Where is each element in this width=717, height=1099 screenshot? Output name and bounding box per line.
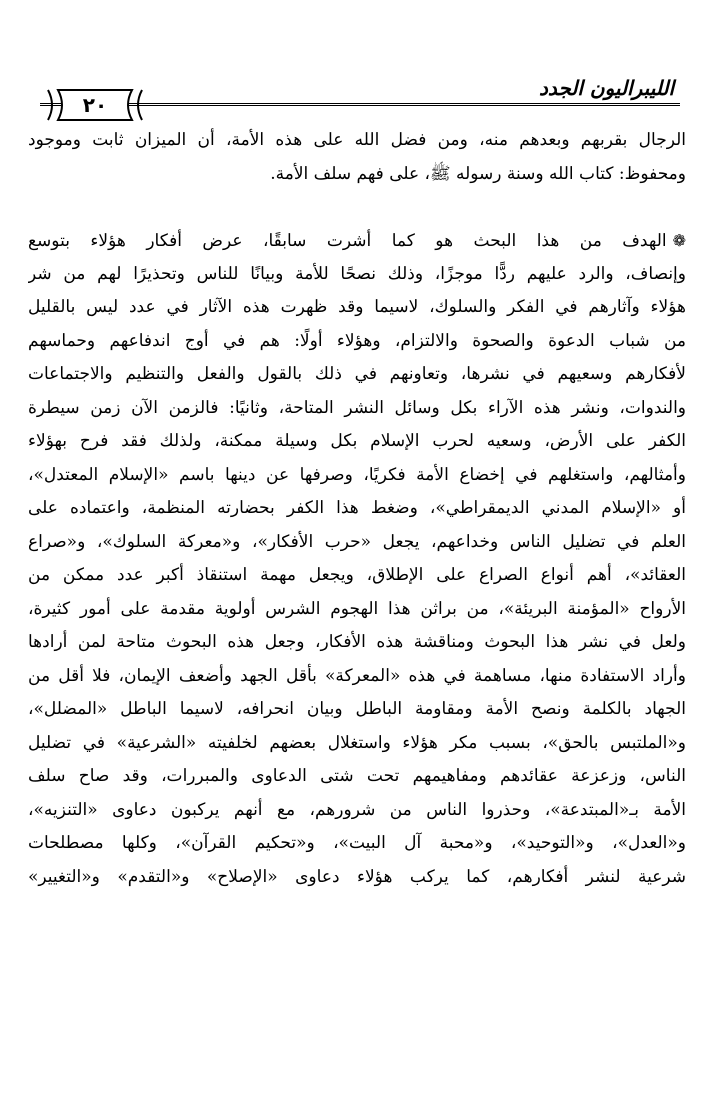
text-line: ولعل في نشر هذا البحوث ومناقشة هذه الأفكار، وجعل هذه البحوث متاحة لمن أرادها — [28, 632, 686, 652]
text-line: ومحفوظ: كتاب الله وسنة رسوله ﷺ، على فهم سلف الأمة. — [270, 163, 686, 184]
text-line: وإنصاف، والرد عليهم ردًّا موجزًا، وذلك نصحًا للأمة وبيانًا للناس وتحذيرًا لهم من شر — [28, 263, 686, 284]
text-line: العقائد»، أهم أنواع الصراع على الإطلاق، ويجعل مهمة استنقاذ أكبر عدد ممكن من — [28, 565, 686, 585]
text-line: و«العدل»، و«التوحيد»، و«محبة آل البيت»، و«تحكيم القرآن»، وكلها مصطلحات — [28, 833, 686, 853]
text-line: العلم في تضليل الناس وخداعهم، يجعل «حرب الأفكار»، و«معركة السلوك»، و«صراع — [28, 531, 686, 552]
text-line: هؤلاء وآثارهم في الفكر والسلوك، لاسيما وقد ظهرت هذه الآثار في عدد ليس بالقليل — [28, 297, 686, 317]
text-line — [28, 224, 686, 258]
text-line: من شباب الدعوة والصحوة والالتزام، وهؤلاء أولًا: هم في أوج اندفاعهم وحماسهم — [28, 330, 686, 351]
flower-bullet-icon: ❁ — [672, 231, 686, 250]
text-line-content: الهدف من هذا البحث هو كما أشرت سابقًا، عرض أفكار هؤلاء بتوسع — [28, 231, 667, 251]
text-line: الأمة بـ«المبتدعة»، وحذروا الناس من شرورهم، مع أنهم يركبون دعاوى «التنزيه»، — [28, 799, 686, 820]
text-line: والندوات، ونشر هذه الآراء بكل وسائل النشر المتاحة، وثانيًا: فالزمن الآن زمن سيطرة — [28, 397, 686, 418]
running-title: الليبراليون الجدد — [538, 76, 674, 100]
text-line: وأراد الاستفادة منها، مساهمة في هذه «المعركة» بأقل الجهد وأضعف الإيمان، فلا أقل من — [28, 665, 686, 686]
paragraph-2 — [28, 224, 686, 894]
page-number: ٢٠ — [82, 93, 108, 117]
paragraph-1 — [28, 124, 686, 191]
text-line: الرجال بقربهم وبعدهم منه، ومن فضل الله على هذه الأمة، أن الميزان ثابت وموجود — [28, 130, 686, 150]
text-line: الكفر على الأرض، وسعيه لحرب الإسلام بكل وسيلة ممكنة، ولذلك فقد فرح بهؤلاء — [28, 431, 686, 451]
page-header — [40, 74, 680, 126]
text-line: الناس، وزعزعة عقائدهم ومفاهيمهم تحت شتى الدعاوى والمبررات، وقد صاح سلف — [28, 766, 686, 786]
text-line: أو «الإسلام المدني الديمقراطي»، وضغط هذا الكفر بحضارته المنظمة، واعتماده على — [28, 498, 686, 518]
text-line: وأمثالهم، واستغلهم في إخضاع الأمة فكريًا، وصرفها عن دينها باسم «الإسلام المعتدل»، — [28, 464, 686, 485]
text-line: الجهاد بالكلمة ونصح الأمة ومقاومة الباطل وبيان انحرافه، لاسيما الباطل «المضلل»، — [28, 699, 686, 719]
text-line: الأرواح «المؤمنة البريئة»، من براثن هذا الهجوم الشرس أولوية مقدمة على أمور كثيرة، — [28, 598, 686, 619]
text-line: لأفكارهم وسعيهم في نشرها، وتعاونهم في ذلك بالقول والفعل والتنظيم والاجتماعات — [28, 364, 686, 384]
text-line: و«الملتبس بالحق»، بسبب مكر هؤلاء واستغلال بعضهم لخلفيته «الشرعية» في تضليل — [28, 732, 686, 753]
text-line: شرعية لنشر أفكارهم، كما يركب هؤلاء دعاوى «الإصلاح» و«التقدم» و«التغيير» — [28, 866, 686, 887]
